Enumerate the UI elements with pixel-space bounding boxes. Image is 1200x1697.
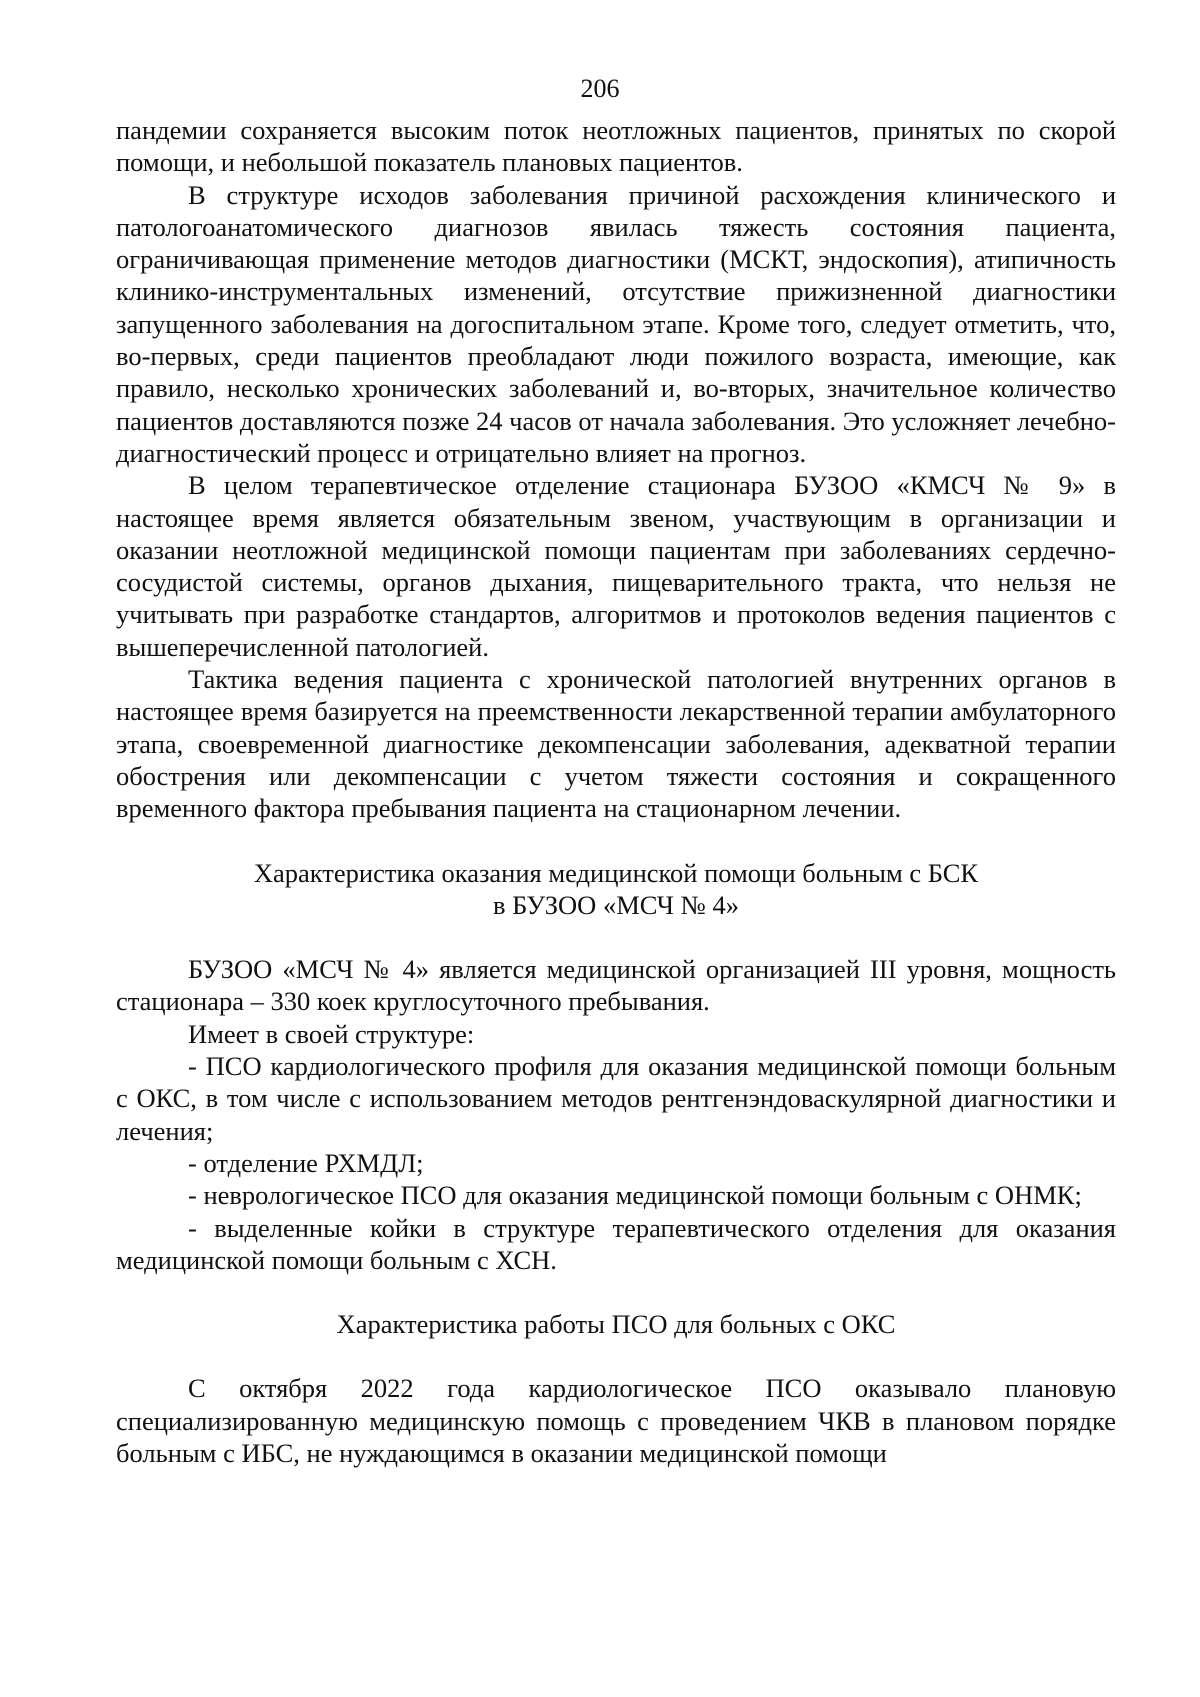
section-heading-pso	[116, 1308, 1116, 1340]
paragraph-pso-work: С октября 2022 года кардиологическое ПСО оказывало плановую специализированную медицинскую помощь с проведением ЧКВ в плановом порядке больным с ИБС, не нуждающимся в оказании медицинской помощи	[116, 1373, 1116, 1468]
section-heading-bsk-line2: в БУЗОО «МСЧ № 4»	[492, 889, 740, 920]
page-number: 206	[580, 74, 620, 103]
section-heading-bsk	[116, 857, 1116, 922]
section-heading-bsk-line1: Характеристика оказания медицинской помощи больным с БСК	[253, 857, 979, 888]
paragraph-continuation: пандемии сохраняется высоким поток неотложных пациентов, принятых по скорой помощи, и небольшой показатель плановых пациентов.	[116, 115, 1116, 178]
paragraph-therapy-department: В целом терапевтическое отделение стационара БУЗОО «КМСЧ № 9» в настоящее время является обязательным звеном, участвующим в организации и оказании неотложной медицинской помощи пациентам при заболеваниях сердечно-сосудистой системы, органов дыхания, пищеварительного тракта, что нельзя не учитывать при разработке стандартов, алгоритмов и протоколов ведения пациентов с вышеперечисленной патологией.	[116, 470, 1116, 662]
list-item: - выделенные койки в структуре терапевтического отделения для оказания медицинской помощи больным с ХСН.	[116, 1212, 1116, 1275]
list-item: - неврологическое ПСО для оказания медицинской помощи больным с ОНМК;	[188, 1180, 1082, 1211]
paragraph-patient-tactics: Тактика ведения пациента с хронической патологией внутренних органов в настоящее время базируется на преемственности лекарственной терапии амбулаторного этапа, своевременной диагностике декомпенсации заболевания, адекватной терапии обострения или декомпенсации с учетом тяжести состояния и сокращенного временного фактора пребывания пациента на стационарном лечении.	[116, 664, 1116, 824]
document-body	[116, 114, 1116, 1469]
paragraph-structure-label: Имеет в своей структуре:	[188, 1018, 475, 1049]
section-heading-pso-line1: Характеристика работы ПСО для больных с ОКС	[336, 1309, 896, 1340]
paragraph-diagnosis-discrepancy: В структуре исходов заболевания причиной расхождения клинического и патологоанатомического диагнозов явилась тяжесть состояния пациента, ограничивающая применение методов диагностики (МСКТ, эндоскопия), атипичность клинико-инструментальных изменений, отсутствие прижизненной диагностики запущенного заболевания на догоспитальном этапе. Кроме того, следует отметить, что, во-первых, среди пациентов преобладают люди пожилого возраста, имеющие, как правило, несколько хронических заболеваний и, во-вторых, значительное количество пациентов доставляются позже 24 часов от начала заболевания. Это усложняет лечебно-диагностический процесс и отрицательно влияет на прогноз.	[116, 179, 1116, 468]
list-item: - ПСО кардиологического профиля для оказания медицинской помощи больным с ОКС, в том числе с использованием методов рентгенэндоваскулярной диагностики и лечения;	[116, 1051, 1116, 1146]
list-item: - отделение РХМДЛ;	[188, 1147, 424, 1178]
paragraph-msch4-intro: БУЗОО «МСЧ № 4» является медицинской организацией III уровня, мощность стационара – 330 коек круглосуточного пребывания.	[116, 954, 1116, 1017]
